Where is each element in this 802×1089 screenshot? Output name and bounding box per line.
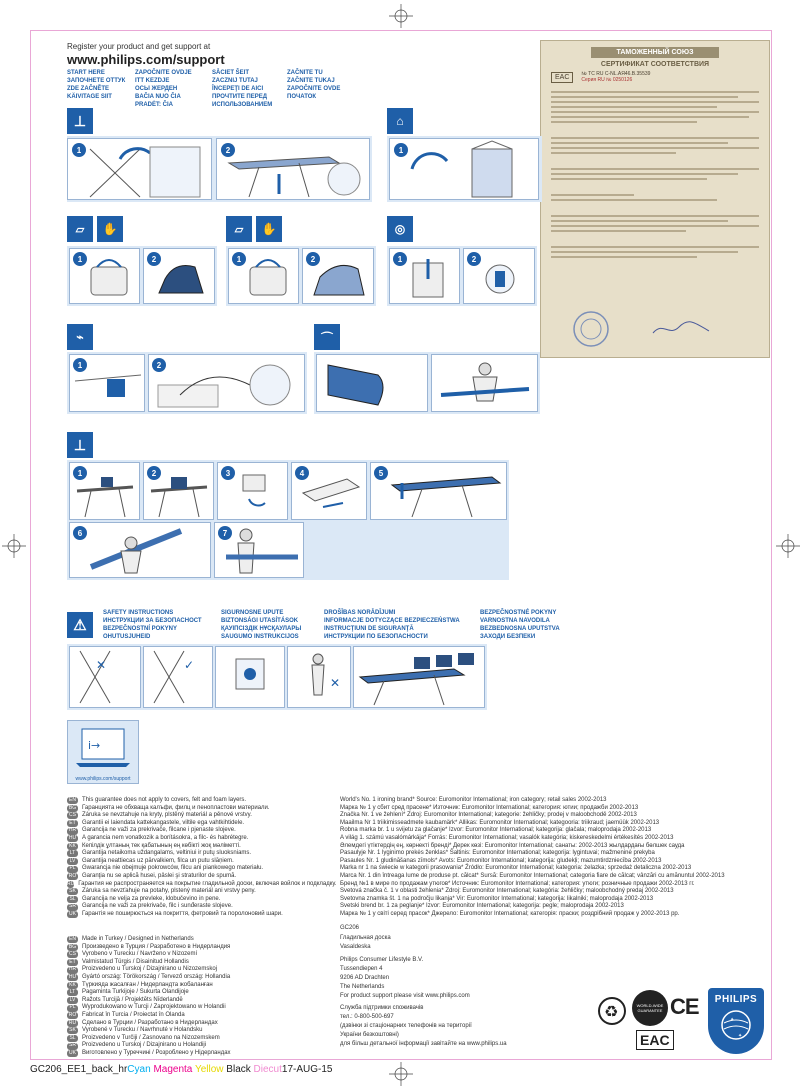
cert-header: ТАМОЖЕННЫЙ СОЮЗ [591, 47, 719, 58]
language-badge: SL [67, 1035, 78, 1042]
language-badge: KK [67, 982, 78, 989]
fold-step-1-panel [69, 462, 140, 520]
print-slug [30, 1064, 332, 1075]
list-item [67, 974, 327, 982]
laptop-support-box [67, 720, 139, 784]
safety-sketch-2 [144, 647, 212, 707]
list-item [67, 1035, 327, 1043]
start-lang-col-2: ZAPOČNITE OVDJE ITT KEZDJE ОСЫ ЖЕРДЕН BAČIA NUO ČIA PRADĖT: ČIA [135, 70, 192, 108]
cert-stamp [571, 309, 611, 349]
list-item: Марка № 1 у світі серед прасок* Джерело: Euromonitor International; категорія: праски; роздрібний продаж у 2002-2013 рр. [340, 910, 680, 917]
step-number: 5 [374, 466, 388, 480]
list-item-text: Garancija ne velja za prevleke, klobučevino in pene. [82, 895, 221, 902]
svg-text:✕: ✕ [330, 676, 341, 690]
language-badge: KK [67, 843, 78, 850]
support-line: For product support please visit www.philips.com [340, 993, 470, 999]
list-item-text: This guarantee does not apply to covers, felt and foam layers. [82, 797, 247, 803]
list-item-text: Гарантия не распространяется на покрытие гладильной доски, включая войлок и подкладку. [78, 880, 337, 887]
registration-mark-left [2, 534, 26, 558]
company-line-4: The Netherlands [340, 984, 385, 990]
slug-black: Black [226, 1064, 251, 1075]
shoulder-icon: ⌒ [314, 324, 340, 350]
svg-text:✓: ✓ [184, 658, 195, 672]
list-item [67, 1012, 327, 1020]
list-item: Әлемдегі үтіктердің ең, көрнекті бренді* Дерек көзі: Euromonitor International; санаты: 2002-2013 жылдардағы бөлшек сауда [340, 842, 685, 849]
board-upright-icon: ⊥ [67, 108, 93, 134]
cord-step-2-panel [148, 354, 305, 412]
language-badge: LT [67, 850, 78, 857]
list-item-text: Pagaminta Turkijoje / Sukurta Olandijoje [82, 989, 189, 996]
list-item [67, 827, 327, 835]
list-item [67, 858, 327, 866]
language-badge: UK [67, 911, 78, 918]
step-number: 4 [295, 466, 309, 480]
step-number: 1 [394, 143, 408, 157]
fold-step-5-panel [370, 462, 507, 520]
slug-date: 17-AUG-15 [281, 1064, 333, 1075]
language-badge: PL [67, 1005, 78, 1012]
list-item [67, 966, 327, 974]
language-badge: LT [67, 989, 78, 996]
company-line-2: Tussendiepen 4 [340, 966, 383, 972]
svg-text:✦: ✦ [738, 1033, 743, 1039]
unfold-step-2-panel [216, 138, 370, 200]
recycle-icon [597, 996, 627, 1026]
language-badge: RO [68, 872, 77, 879]
list-item: Бренд №1 в мире по продажам утюгов* Источник: Euromonitor International; категория: утюги; розничные продажи 2002-2013 гг. [340, 880, 695, 887]
list-item: Marka nr 1 na świecie w kategorii prasowania* Źródło: Euromonitor International; kategoria: żelazka; sprzedaż detaliczna 2002-2013 [340, 865, 692, 872]
list-item [67, 936, 327, 944]
list-item-text: Garancija ne važi za prekrivače, filcane i pjenaste slojeve. [82, 827, 236, 834]
language-badge: BG [68, 943, 77, 950]
safety-panel-2 [143, 646, 213, 708]
list-item-text: Gyártó ország: Törökország / Tervező ország: Hollandia [82, 973, 231, 980]
list-item [67, 820, 327, 828]
ce-mark: CE [670, 994, 699, 1019]
start-lang-col-4: ZAČNITE TU ZAČNITE TUKAJ ZAPOČNITE OVDE ПОЧАТОК [287, 70, 341, 100]
language-badge: HU [68, 834, 77, 841]
language-badge: SK [67, 888, 78, 895]
no-touch-icon: ✋ [97, 216, 123, 242]
socket-step-1-panel [389, 248, 460, 304]
safety-col-2: SIGURNOSNE UPUTE BIZTONSÁGI UTASÍTÁSOK ҚАУІПСІЗДІК НҰСҚАУЛАРЫ SAUGUMO INSTRUKCIJOS [221, 610, 302, 640]
cert-signature [651, 319, 711, 339]
list-item-text: Vyrobené v Turecku / Navrhnuté v Holandsku [82, 1027, 203, 1034]
language-badge: EN [67, 936, 78, 943]
cert-number: № ТС RU С-NL.АЯ46.В.35539 [581, 71, 651, 77]
shoulder-step-1-panel [316, 354, 428, 412]
list-item: Značka Nr. 1 ve žehlení* Zdroj: Euromonitor International; kategorie: žehličky; prodej v maloobchodě 2002-2013 [340, 812, 637, 819]
list-item [67, 805, 327, 813]
list-item [67, 896, 327, 904]
rest-step-1-panel [69, 248, 140, 304]
safety-panel-1 [69, 646, 141, 708]
step-number: 1 [73, 252, 87, 266]
list-item: Марка № 1 у сбит сред прасене* Източник: Euromonitor International; категория: ютии; продажби 2002-2013 [340, 804, 639, 811]
rest2-step-2-panel [302, 248, 374, 304]
step-number: 1 [73, 358, 87, 372]
ua-line-3: (дзвінки зі стаціонарних телефонів на території [340, 1023, 472, 1029]
list-item-text: Гаранцията не обхваща калъфи, филц и пенопластови материали. [82, 804, 270, 811]
list-item [67, 873, 327, 881]
worlds-number-one-list [340, 797, 760, 919]
language-badge: CS [67, 951, 78, 958]
list-item: Pasaules Nr. 1 gludināšanas zīmols* Avots: Euromonitor International; kategorija: gludekļi; mazumtirdzniecība 2002-2013 [340, 857, 662, 864]
language-badge: ET [67, 820, 78, 827]
svg-text:i→: i→ [88, 739, 101, 752]
philips-shield-logo [708, 988, 764, 1054]
shoulder-sketch [318, 355, 428, 411]
list-item [67, 951, 327, 959]
list-item-text: Кепілдік ұлтаның тек қабатының ең көбікті жоқ мәліметті. [82, 842, 241, 849]
conformity-certificate [540, 40, 770, 358]
list-item [67, 982, 327, 990]
socket-sketch [391, 249, 459, 303]
list-item [67, 812, 327, 820]
fold-sketch-3 [219, 463, 287, 519]
register-line: Register your product and get support at [67, 42, 211, 51]
step-number: 1 [393, 252, 407, 266]
language-badge: HU [68, 973, 77, 980]
eac-mark: EAC [636, 1030, 674, 1050]
steam-generator-sketch [304, 249, 374, 303]
fold-sketch-1 [71, 463, 139, 519]
list-item [67, 1004, 327, 1012]
guarantee-seal: WORLD-WIDE GUARANTEE [632, 990, 668, 1026]
fold-step-3-panel [217, 462, 288, 520]
list-item-text: A garancia nem vonatkozik a borításokra, a filc- és habrétegre. [82, 834, 249, 841]
list-item [67, 865, 327, 873]
safety-sketch-3 [216, 647, 284, 707]
language-badge: SL [67, 896, 78, 903]
start-lang-col-3: SĀCIET ŠEIT ZACZNIJ TUTAJ ÎNCEPEŢI DE AICI ПРОЧТИТЕ ПЕРЕД ИСПОЛЬЗОВАНИЕМ [212, 70, 273, 108]
list-item [67, 959, 327, 967]
cert-serial: Серия RU № 0250126 [581, 77, 633, 83]
list-item [67, 880, 337, 889]
cord-holder-sketch [71, 355, 145, 411]
registration-mark-right [776, 534, 800, 558]
list-item [67, 850, 327, 858]
list-item-text: Виготовлено у Туреччині / Розроблено у Нідерландах [82, 1049, 231, 1056]
board-height-sketch [219, 139, 369, 199]
list-item [67, 835, 327, 843]
list-item [67, 1042, 327, 1050]
language-badge: HR [68, 827, 77, 834]
ua-line-2: тел.: 0-800-500-697 [340, 1014, 394, 1020]
list-item: Robna marka br. 1 u svijetu za glačanje* Izvor: Euromonitor International; kategorija: glačala; maloprodaja 2002-2013 [340, 827, 652, 834]
language-badge: SR [67, 1043, 78, 1050]
philips-wordmark: PHILIPS [714, 994, 758, 1005]
language-badge: EN [67, 797, 78, 804]
svg-text:♻: ♻ [604, 1002, 619, 1021]
step-number: 2 [306, 252, 320, 266]
step-number: 2 [152, 358, 166, 372]
list-item: Marca Nr. 1 din întreaga lume de produse pt. călcat* Sursă: Euromonitor International; categoria fiare de călcat; vânzări cu amănuntul 2002-2013 [340, 872, 725, 879]
language-badge: HR [68, 966, 77, 973]
list-item-text: Gwarancja nie obejmuje pokrowców, filcu ani piankowego materiału. [82, 865, 264, 872]
list-item-text: Garancija ne važi za prekrivače, filc i sunđeraste slojeve. [82, 903, 233, 910]
company-line-3: 9206 AD Drachten [340, 975, 390, 981]
list-item: A világ 1. számú vasalómárkája* Forrás: Euromonitor International; vasalók kategória; kiskereskedelmi értékesítés 2002-2013 [340, 834, 674, 841]
list-item-text: Záruka se nevztahuje na kryty, plstěný materiál a pěnové vrstvy. [82, 812, 252, 819]
philips-shield-waves [716, 1005, 756, 1045]
list-item [67, 944, 327, 952]
fold-sketch-4 [293, 463, 367, 519]
language-badge: ET [67, 959, 78, 966]
model-name-lv: Vasaldeska [340, 944, 371, 950]
cert-body-lines [551, 91, 759, 258]
list-item-text: Garantija neattiecas uz pārvalkiem, filca un putu slāņiem. [82, 857, 234, 864]
support-url[interactable]: www.philips.com/support [67, 52, 225, 67]
list-item-text: Түркияда жасалған / Нидерландта жобаланған [82, 981, 213, 988]
list-item [67, 997, 327, 1005]
hanger-sketch [392, 139, 538, 199]
list-item-text: Произведено в Турция / Разработено в Нидерландия [82, 943, 231, 950]
company-line-1: Philips Consumer Lifestyle B.V. [340, 957, 424, 963]
language-badge: BG [68, 804, 77, 811]
hanger-icon: ⌂ [387, 108, 413, 134]
language-badge: CS [67, 812, 78, 819]
ua-line-4: України безкоштовні) [340, 1032, 399, 1038]
safety-sketch-1 [70, 647, 140, 707]
list-item [67, 911, 327, 919]
no-touch-icon-2: ✋ [256, 216, 282, 242]
list-item [67, 843, 327, 851]
list-item-text: Wyprodukowano w Turcji / Zaprojektowano w Holandii [82, 1004, 226, 1011]
step-number: 3 [221, 466, 235, 480]
slug-magenta: Magenta [153, 1064, 193, 1075]
list-item: Svetovna znamka št. 1 na področju likanja* Vir: Euromonitor International; kategorija: likalniki; maloprodaja 2002-2013 [340, 895, 654, 902]
language-badge: RO [68, 1011, 77, 1018]
fold-sketch-6 [71, 523, 209, 577]
list-item-text: Made in Turkey / Designed in Netherlands [82, 936, 194, 942]
list-item [67, 989, 327, 997]
cert-eac-mark: EAC [551, 72, 573, 83]
svg-text:✦: ✦ [730, 1017, 735, 1023]
language-badge: UK [67, 1050, 78, 1057]
svg-text:✕: ✕ [96, 658, 107, 672]
safety-panel-4 [287, 646, 351, 708]
list-item: Svetski brend br. 1 za peglanje* Izvor: Euromonitor International; kategorija: pegle; maloprodaja 2002-2013 [340, 903, 624, 910]
list-item-text: Valmistatud Türgis / Disainitud Hollandis [82, 958, 189, 965]
step-number: 1 [72, 143, 86, 157]
unfold-step-1-panel [67, 138, 212, 200]
list-item-text: Záruka sa nevzťahuje na potahy, plstený materiál ani vrstvy peny. [82, 888, 256, 895]
hanger-step-1-panel [389, 138, 539, 200]
language-badge: LV [67, 858, 78, 865]
step-number: 6 [73, 526, 87, 540]
plug-sketch [465, 249, 535, 303]
list-item-text: Garantija netaikoma uždangalams, veltiniui ir putų sluoksniams. [82, 850, 252, 857]
list-item-text: Proizvedeno v Turčiji / Zasnovano na Nizozemskem [82, 1034, 220, 1041]
list-item-text: Fabricat în Turcia / Proiectat în Olanda [82, 1011, 185, 1018]
slug-diecut: Diecut [253, 1064, 282, 1075]
laptop-url[interactable]: www.philips.com/support [75, 776, 131, 782]
model-number: GC206 [340, 925, 360, 931]
iron-rest-sketch [71, 249, 139, 303]
list-item: Svetová značka č. 1 v oblasti žehlenia* Zdroj: Euromonitor International; kategória: žehličky; maloobchodný predaj 2002-2013 [340, 888, 674, 895]
fold-step-4-panel [291, 462, 367, 520]
shoulder-step-2-panel [431, 354, 538, 412]
laptop-icon [68, 721, 138, 771]
steam-iron-sketch [145, 249, 215, 303]
iron-cord-icon: ⌁ [67, 324, 93, 350]
list-item-text: Garantii ei laiendata kattekangastele, viltile ega vahtkihtidele. [82, 819, 245, 826]
slug-cyan: Cyan [127, 1064, 151, 1075]
registration-mark-bottom [389, 1062, 413, 1086]
safety-sketch-4 [288, 647, 350, 707]
cert-title: СЕРТИФИКАТ СООТВЕТСТВИЯ [600, 61, 710, 68]
iron-rest-icon-2: ▱ [226, 216, 252, 242]
socket-step-2-panel [463, 248, 535, 304]
ua-line-1: Служба підтримки споживачів [340, 1005, 424, 1011]
fold-step-2-panel [143, 462, 214, 520]
fold-sketch-7 [216, 523, 304, 577]
guarantee-list [67, 797, 337, 919]
safety-panel-5 [353, 646, 485, 708]
list-item-text: Proizvedeno u Turskoj / Dizajnirano u Nizozemskoj [82, 966, 218, 973]
made-in-list [67, 936, 327, 1058]
iron-rest-sketch-2 [230, 249, 298, 303]
cord-step-1-panel [69, 354, 145, 412]
list-item-text: Гарантія не поширюється на покриття, фетровий та поролоновий шари. [82, 910, 283, 917]
language-badge: RU [68, 1019, 77, 1026]
socket-icon: ◎ [387, 216, 413, 242]
step-number: 2 [221, 143, 235, 157]
language-badge: PL [67, 866, 78, 873]
ua-line-5: для більш детальної інформації завітайте на www.philips.ua [340, 1041, 507, 1047]
language-badge: RU [67, 880, 75, 887]
rest-step-2-panel [143, 248, 215, 304]
step-number: 7 [218, 526, 232, 540]
fold-sketch-5 [372, 463, 506, 519]
list-item: Maailma Nr 1 triikimisseadmete kaubamärk* Allikas: Euromonitor International; kategooria: triikraud; jaemüük 2002-2013 [340, 819, 660, 826]
fold-step-7-panel [214, 522, 304, 578]
language-badge: SK [67, 1027, 78, 1034]
safety-col-1: SAFETY INSTRUCTIONS ИНСТРУКЦИИ ЗА БЕЗОПАСНОСТ BEZPEČNOSTNÍ POKYNY OHUTUSJUHEID [103, 610, 202, 640]
list-item-text: Сделано в Турции / Разработано в Нидерландах [82, 1019, 218, 1026]
list-item-text: Ražots Turcijā / Projektēts Nīderlandē [82, 996, 183, 1003]
person-ironing-sketch [433, 355, 537, 411]
board-legs-sketch [70, 139, 210, 199]
list-item: World's No. 1 ironing brand* Source: Euromonitor International; iron category; retail sales 2002-2013 [340, 797, 607, 803]
language-badge: SR [67, 904, 78, 911]
warning-icon: ⚠ [67, 612, 93, 638]
registration-mark-top [389, 4, 413, 28]
step-number: 1 [73, 466, 87, 480]
step-number: 2 [147, 466, 161, 480]
list-item [67, 1027, 327, 1035]
safety-col-3: DROŠĪBAS NORĀDĪJUMI INFORMACJE DOTYCZĄCE BEZPIECZEŃSTWA INSTRUCŢIUNI DE SIGURANŢĂ ИНСТРУКЦИИ ПО БЕЗОПАСНОСТИ [324, 610, 460, 640]
safety-col-4: BEZPEČNOSTNÉ POKYNY VARNOSTNA NAVODILA BEZBEDNOSNA UPUTSTVA ЗАХОДИ БЕЗПЕКИ [480, 610, 560, 640]
list-item-text: Proizvedeno u Turskoj / Dizajnirano u Holandiji [82, 1042, 207, 1049]
list-item [67, 903, 327, 911]
list-item: Pasaulyje Nr. 1 lyginimo prekės ženklas* Šaltinis: Euromonitor International; kategorija: lygintuvai; mažmeninė prekyba [340, 850, 655, 857]
step-number: 2 [467, 252, 481, 266]
fold-step-6-panel [69, 522, 211, 578]
safety-sketch-5 [354, 647, 484, 707]
list-item [67, 797, 327, 805]
fold-sketch-2 [145, 463, 213, 519]
step-number: 2 [147, 252, 161, 266]
list-item [67, 888, 327, 896]
step-number: 1 [232, 252, 246, 266]
slug-yellow: Yellow [194, 1064, 224, 1075]
list-item-text: Garanţia nu se aplică husei, pâslei şi straturilor de spumă. [82, 872, 237, 879]
list-item-text: Vyrobeno v Turecku / Navrženo v Nizozemí [82, 951, 198, 958]
list-item [67, 1050, 327, 1058]
slug-file: GC206_EE1_back_hr [30, 1064, 128, 1075]
model-name-ru: Гладильная доска [340, 935, 391, 941]
start-lang-col-1: START HERE ЗАПОЧНЕТЕ ОТТУК ZDE ZAČNĚTE KÄIVITAGE SIIT [67, 70, 126, 100]
list-item [67, 1020, 327, 1028]
fold-board-icon: ⊥ [67, 432, 93, 458]
safety-panel-3 [215, 646, 285, 708]
iron-rest-icon: ▱ [67, 216, 93, 242]
rest2-step-1-panel [228, 248, 299, 304]
language-badge: LV [67, 997, 78, 1004]
cord-plug-sketch [150, 355, 304, 411]
